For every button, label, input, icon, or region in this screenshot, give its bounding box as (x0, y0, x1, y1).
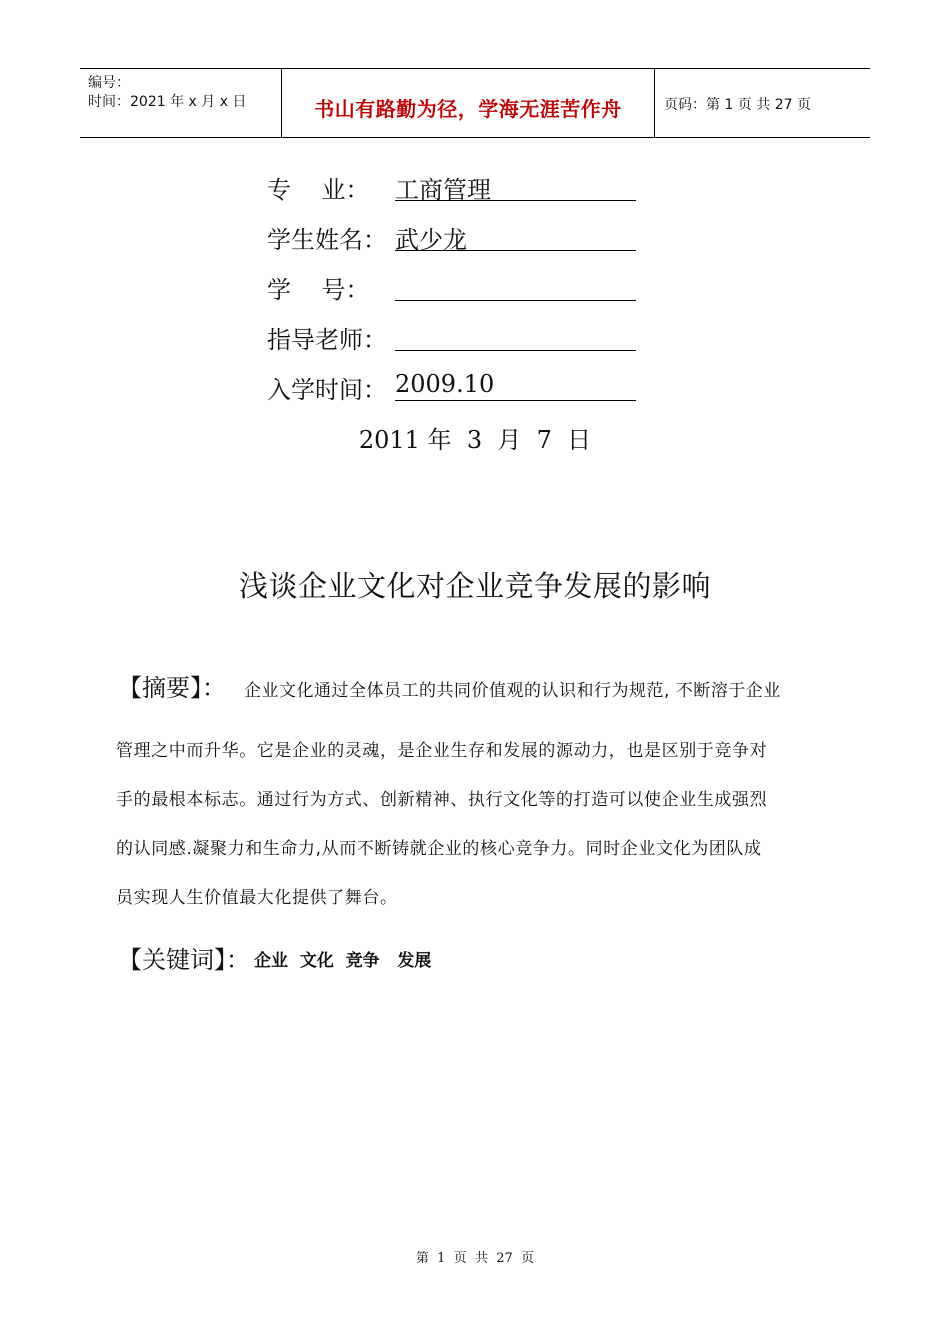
abstract-line: 员实现人生价值最大化提供了舞台。 (116, 888, 398, 908)
advisor-label: 指导老师： (267, 326, 387, 354)
enroll-value: 2009.10 (395, 370, 636, 401)
header-motto: 书山有路勤为径，学海无涯苦作舟 (314, 97, 622, 121)
major-value: 工商管理 (395, 170, 636, 201)
abstract-line: 企业文化通过全体员工的共同价值观的认识和行为规范, 不断溶于企业 (244, 681, 781, 701)
abstract-label: 【摘要】： (118, 674, 226, 702)
name-value: 武少龙 (395, 220, 636, 251)
document-time: 时间：2021 年 x 月 x 日 (88, 94, 247, 110)
name-label: 学生姓名： (267, 226, 387, 254)
paper-title: 浅谈企业文化对企业竞争发展的影响 (238, 569, 711, 603)
id-value (395, 270, 636, 301)
header-page-cell (654, 69, 870, 137)
keywords-label: 【关键词】： (118, 946, 250, 974)
abstract-line: 管理之中而升华。它是企业的灵魂，是企业生存和发展的源动力，也是区别于竞争对 (116, 741, 768, 761)
header-motto-cell (281, 69, 655, 137)
submission-date: 2011 年 3 月 7 日 (358, 426, 592, 454)
id-label: 学 号： (267, 276, 370, 304)
page-footer: 第 1 页 共 27 页 (415, 1251, 535, 1266)
advisor-value (395, 320, 636, 351)
keywords-value: 企业 文化 竞争 发展 (254, 951, 432, 971)
major-label: 专 业： (267, 176, 370, 204)
document-header (80, 68, 870, 138)
enroll-label: 入学时间： (267, 376, 387, 404)
header-info-cell (80, 69, 281, 137)
abstract-line: 的认同感.凝聚力和生命力,从而不断铸就企业的核心竞争力。同时企业文化为团队成 (116, 839, 762, 859)
document-number: 编号： (88, 75, 130, 91)
header-page-info: 页码：第 1 页 共 27 页 (664, 97, 811, 113)
abstract-line: 手的最根本标志。通过行为方式、创新精神、执行文化等的打造可以使企业生成强烈 (116, 790, 768, 810)
